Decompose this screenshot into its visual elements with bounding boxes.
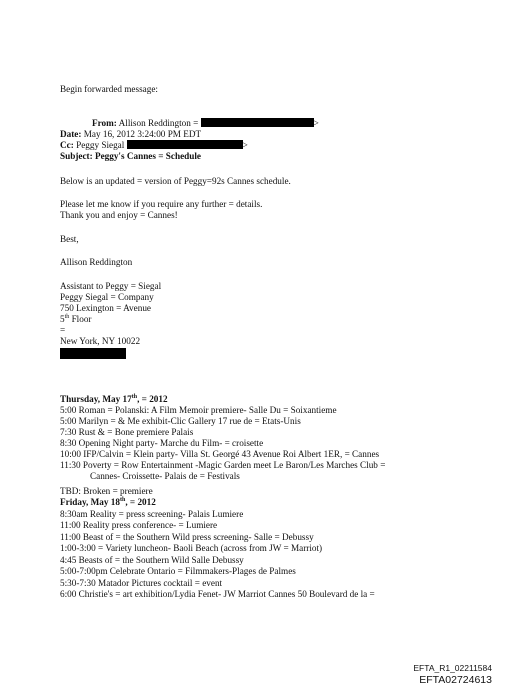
schedule-item: 10:00 IFP/Calvin = Klein party- Villa St. Georgé 43 Avenue Roi Albert 1ER, = Cannes	[60, 449, 380, 459]
thursday-heading-text: Thursday, May 17	[60, 394, 132, 404]
friday-heading-text: Friday, May 18	[60, 497, 120, 507]
schedule-item: 5:00 Marilyn = & Me exhibit-Clic Gallery 17 rue de = Etats-Unis	[60, 416, 301, 426]
cc-value: Peggy Siegal	[73, 140, 127, 150]
schedule-item: TBD: Broken = premiere	[60, 486, 153, 496]
body-paragraph: Below is an updated = version of Peggy=92s Cannes schedule.	[60, 176, 291, 186]
cc-tail: >	[242, 140, 248, 150]
cc-label: Cc:	[60, 140, 74, 150]
schedule-item: 11:30 Poverty = Row Entertainment -Magic Garden meet Le Baron/Les Marches Club =	[60, 460, 386, 470]
floor-number: 5	[60, 314, 65, 324]
from-line	[92, 118, 319, 129]
redaction-bar	[127, 140, 243, 149]
forwarded-header: Begin forwarded message:	[60, 84, 158, 94]
floor-suffix: th	[64, 313, 70, 320]
schedule-item: 8:30 Opening Night party- Marche du Film- = croisette	[60, 438, 264, 448]
document-id: EFTA_R1_02211584	[413, 663, 492, 673]
from-value: Allison Reddington =	[116, 118, 199, 128]
body-paragraph: Thank you and enjoy = Cannes!	[60, 210, 178, 220]
thursday-heading-suffix: th	[131, 393, 138, 400]
schedule-item: 11:00 Beast of = the Southern Wild press screening- Salle = Debussy	[60, 532, 314, 542]
thursday-heading-year: , = 2012	[137, 394, 168, 404]
schedule-item: 5:00-7:00pm Celebrate Ontario = Filmmakers-Plages de Palmes	[60, 566, 296, 576]
subject-line: Subject: Peggy's Cannes = Schedule	[60, 151, 202, 161]
schedule-item: 4:45 Beasts of = the Southern Wild Salle Debussy	[60, 555, 244, 565]
friday-heading-year: , = 2012	[125, 497, 156, 507]
schedule-item: 7:30 Rust & = Bone premiere Palais	[60, 427, 194, 437]
schedule-item: 5:30-7:30 Matador Pictures cocktail = event	[60, 578, 223, 588]
friday-heading	[60, 497, 156, 508]
schedule-item: Cannes- Croissette- Palais de = Festivals	[90, 471, 240, 481]
schedule-item: 1:00-3:00 = Variety luncheon- Baoli Beach (across from JW = Marriot)	[60, 543, 323, 553]
cc-line	[60, 140, 248, 151]
from-label: From:	[92, 118, 117, 128]
signature-line	[60, 314, 91, 325]
redaction-bar	[201, 118, 314, 127]
signature-line: =	[60, 325, 66, 335]
friday-heading-suffix: th	[119, 496, 126, 503]
schedule-item: 8:30am Reality = press screening- Palais Lumiere	[60, 509, 244, 519]
sender-name: Allison Reddington	[60, 257, 133, 267]
date-label: Date:	[60, 129, 82, 139]
schedule-item: 11:00 Reality press conference- = Lumiere	[60, 520, 218, 530]
body-paragraph: Please let me know if you require any further = details.	[60, 199, 263, 209]
signature-line: Assistant to Peggy = Siegal	[60, 281, 162, 291]
closing: Best,	[60, 234, 79, 244]
bates-number: EFTA02724613	[419, 674, 492, 686]
signature-line: 750 Lexington = Avenue	[60, 303, 151, 313]
schedule-item: 6:00 Christie's = art exhibition/Lydia Fenet- JW Marriot Cannes 50 Boulevard de la =	[60, 589, 375, 599]
redaction-bar	[60, 348, 126, 359]
date-value: May 16, 2012 3:24:00 PM EDT	[81, 129, 202, 139]
schedule-item: 5:00 Roman = Polanski: A Film Memoir premiere- Salle Du = Soixantieme	[60, 405, 337, 415]
floor-text: Floor	[69, 314, 92, 324]
signature-line: Peggy Siegal = Company	[60, 292, 154, 302]
from-tail: >	[313, 118, 319, 128]
thursday-heading	[60, 394, 168, 405]
date-line	[60, 129, 201, 140]
signature-line: New York, NY 10022	[60, 336, 141, 346]
